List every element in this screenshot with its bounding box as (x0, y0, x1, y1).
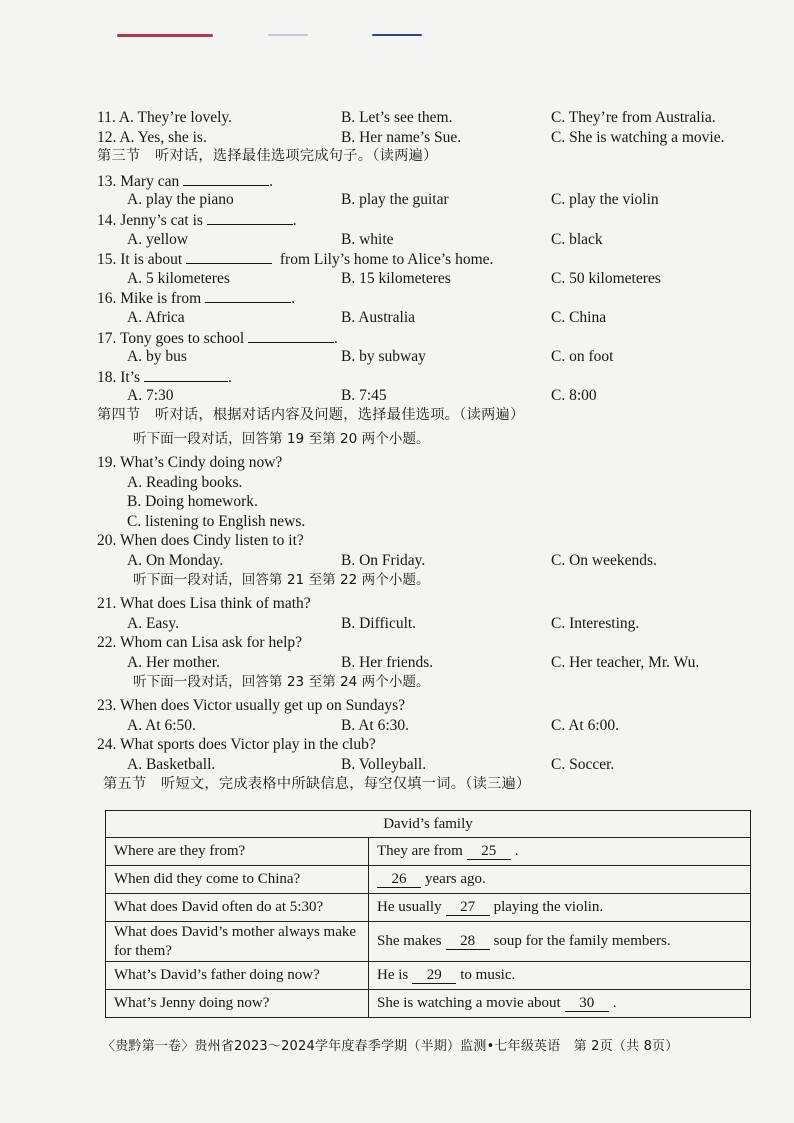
q11-option-c: C. They’re from Australia. (551, 109, 716, 126)
q24-option-c: C. Soccer. (551, 756, 615, 773)
section-3-heading (97, 147, 757, 167)
answer-prefix: He is (377, 967, 409, 983)
table-row (106, 866, 751, 894)
q17-option-a: A. by bus (127, 348, 187, 366)
q20-option-c: C. On weekends. (551, 552, 657, 570)
q18-stem: 18. It’s (97, 368, 141, 386)
q11-option-a: 11. A. They’re lovely. (97, 109, 233, 126)
question-list (97, 108, 757, 794)
q16-option-a: A. Africa (127, 308, 185, 326)
answer-blank-26: 26 (377, 871, 421, 888)
q15-end: from Lily’s home to Alice’s home. (279, 251, 494, 269)
intro-23-24-text: 听下面一段对话，回答第 23 至第 24 两个小题。 (133, 673, 430, 690)
section-4-heading (97, 406, 757, 426)
q15-stem: 15. It is about (97, 251, 183, 269)
q21-option-a: A. Easy. (127, 614, 179, 632)
q14-stem: 14. Jenny’s cat is (97, 211, 203, 229)
intro-21-22 (97, 571, 757, 591)
answer-prefix: She is watching a movie about (377, 995, 561, 1011)
question-14 (97, 210, 757, 230)
page-footer: 〈贵黔第一卷〉贵州省2023～2024学年度春季学期（半期）监测•七年级英语 第 2页（共 8页） (102, 1039, 679, 1054)
top-scan-marks (0, 34, 794, 40)
blue-scan-mark (372, 34, 422, 36)
q23-option-b: B. At 6:30. (341, 716, 410, 734)
q15-options (97, 269, 757, 289)
intro-19-20 (97, 430, 757, 450)
q21-options (97, 614, 757, 634)
q18-option-b: B. 7:45 (341, 387, 387, 405)
q19-option-c: C. listening to English news. (127, 512, 306, 530)
q16-options (97, 308, 757, 328)
q19-option-b: B. Doing homework. (127, 493, 258, 511)
q18-option-a: A. 7:30 (127, 387, 174, 405)
q24-options (97, 755, 757, 775)
row-answer (369, 866, 751, 894)
q17-options (97, 347, 757, 367)
q14-option-c: C. black (551, 230, 603, 248)
question-23 (97, 696, 757, 716)
section-4-title: 第四节 听对话，根据对话内容及问题，选择最佳选项。（读两遍） (97, 406, 525, 423)
question-18 (97, 367, 757, 387)
q18-option-c: C. 8:00 (551, 387, 597, 405)
table-row (106, 962, 751, 990)
question-16 (97, 288, 757, 308)
question-24 (97, 735, 757, 755)
question-19 (97, 453, 757, 473)
table-row (106, 990, 751, 1018)
answer-suffix: . (612, 995, 617, 1011)
q19-option-a: A. Reading books. (127, 473, 243, 491)
question-21 (97, 594, 757, 614)
table-title: David’s family (106, 811, 751, 838)
q24-option-a: A. Basketball. (127, 756, 216, 773)
q20-options (97, 551, 757, 571)
row-question: What does David often do at 5:30? (106, 894, 369, 922)
section-5-title: 第五节 听短文，完成表格中所缺信息，每空仅填一词。（读三遍） (103, 775, 531, 792)
q18-end: . (227, 368, 232, 386)
q14-option-a: A. yellow (127, 230, 189, 248)
q13-options (97, 190, 757, 210)
question-13 (97, 171, 757, 191)
q13-option-c: C. play the violin (551, 191, 659, 209)
q14-options (97, 230, 757, 250)
answer-blank-27: 27 (446, 899, 490, 916)
intro-19-20-text: 听下面一段对话，回答第 19 至第 20 两个小题。 (133, 430, 430, 447)
q16-option-b: B. Australia (341, 308, 416, 326)
q17-end: . (334, 329, 338, 347)
answer-blank-29: 29 (412, 967, 456, 984)
table-row (106, 922, 751, 962)
q22-option-b: B. Her friends. (341, 654, 434, 672)
answer-suffix: playing the violin. (493, 899, 604, 915)
row-question: What does David’s mother always make for them? (106, 922, 369, 962)
q16-end: . (291, 290, 295, 308)
question-22 (97, 633, 757, 653)
question-15 (97, 249, 757, 269)
q15-blank (186, 249, 272, 264)
row-answer (369, 990, 751, 1018)
answer-suffix: . (514, 843, 519, 859)
section-5-heading (97, 775, 757, 795)
q15-option-a: A. 5 kilometeres (127, 269, 230, 287)
q20-stem: 20. When does Cindy listen to it? (97, 532, 304, 550)
q17-option-b: B. by subway (341, 348, 426, 366)
q16-blank (205, 288, 291, 303)
row-question: What’s Jenny doing now? (106, 990, 369, 1018)
q13-blank (183, 171, 269, 186)
answer-blank-28: 28 (446, 933, 490, 950)
q20-option-b: B. On Friday. (341, 552, 426, 570)
row-answer (369, 922, 751, 962)
row-answer (369, 962, 751, 990)
section-3-title: 第三节 听对话，选择最佳选项完成句子。（读两遍） (97, 148, 438, 165)
q13-option-b: B. play the guitar (341, 191, 449, 209)
table-row (106, 838, 751, 866)
answer-suffix: to music. (460, 967, 516, 983)
q12-option-b: B. Her name’s Sue. (341, 128, 462, 146)
q17-option-c: C. on foot (551, 348, 614, 366)
family-table (105, 810, 751, 1018)
question-17 (97, 328, 757, 348)
q19-option-a-row (97, 473, 757, 493)
intro-21-22-text: 听下面一段对话，回答第 21 至第 22 两个小题。 (133, 571, 430, 588)
table-header-row (106, 811, 751, 838)
q14-option-b: B. white (341, 230, 394, 248)
answer-blank-25: 25 (467, 843, 511, 860)
row-answer (369, 838, 751, 866)
q21-stem: 21. What does Lisa think of math? (97, 595, 311, 613)
q22-stem: 22. Whom can Lisa ask for help? (97, 634, 303, 652)
q23-options (97, 716, 757, 736)
answer-prefix: She makes (377, 933, 442, 949)
answer-prefix: They are from (377, 843, 463, 859)
q13-stem: 13. Mary can (97, 172, 180, 190)
q11-option-b: B. Let’s see them. (341, 109, 453, 126)
q14-end: . (292, 211, 297, 229)
row-question: Where are they from? (106, 838, 369, 866)
q16-option-c: C. China (551, 308, 607, 326)
q22-options (97, 653, 757, 673)
q18-blank (144, 367, 228, 382)
grey-scan-mark (268, 34, 308, 36)
q12-option-c: C. She is watching a movie. (551, 128, 725, 146)
q12-option-a: 12. A. Yes, she is. (97, 128, 207, 146)
q21-option-c: C. Interesting. (551, 614, 640, 632)
q14-blank (207, 210, 293, 225)
answer-prefix: He usually (377, 899, 442, 915)
q13-option-a: A. play the piano (127, 191, 234, 209)
q16-stem: 16. Mike is from (97, 290, 202, 308)
question-20 (97, 531, 757, 551)
red-scan-mark (117, 34, 213, 37)
q13-end: . (269, 172, 273, 190)
q24-option-b: B. Volleyball. (341, 756, 427, 773)
q19-stem: 19. What’s Cindy doing now? (97, 454, 283, 472)
q15-option-c: C. 50 kilometeres (551, 269, 661, 287)
q19-option-b-row (97, 492, 757, 512)
table-row (106, 894, 751, 922)
q19-option-c-row (97, 512, 757, 532)
q18-options (97, 386, 757, 406)
q22-option-a: A. Her mother. (127, 654, 220, 672)
q15-option-b: B. 15 kilometeres (341, 269, 451, 287)
row-question: When did they come to China? (106, 866, 369, 894)
q17-stem: 17. Tony goes to school (97, 329, 245, 347)
answer-blank-30: 30 (565, 995, 609, 1012)
q22-option-c: C. Her teacher, Mr. Wu. (551, 654, 700, 672)
q20-option-a: A. On Monday. (127, 552, 224, 570)
q23-option-a: A. At 6:50. (127, 716, 196, 734)
intro-23-24 (97, 673, 757, 693)
answer-suffix: years ago. (425, 871, 486, 887)
q23-stem: 23. When does Victor usually get up on Sundays? (97, 697, 406, 715)
q17-blank (248, 328, 334, 343)
q24-stem: 24. What sports does Victor play in the club? (97, 736, 376, 754)
question-11 (97, 108, 757, 128)
answer-suffix: soup for the family members. (493, 933, 671, 949)
row-answer (369, 894, 751, 922)
q21-option-b: B. Difficult. (341, 614, 417, 632)
row-question: What’s David’s father doing now? (106, 962, 369, 990)
q23-option-c: C. At 6:00. (551, 716, 620, 734)
question-12 (97, 128, 757, 148)
